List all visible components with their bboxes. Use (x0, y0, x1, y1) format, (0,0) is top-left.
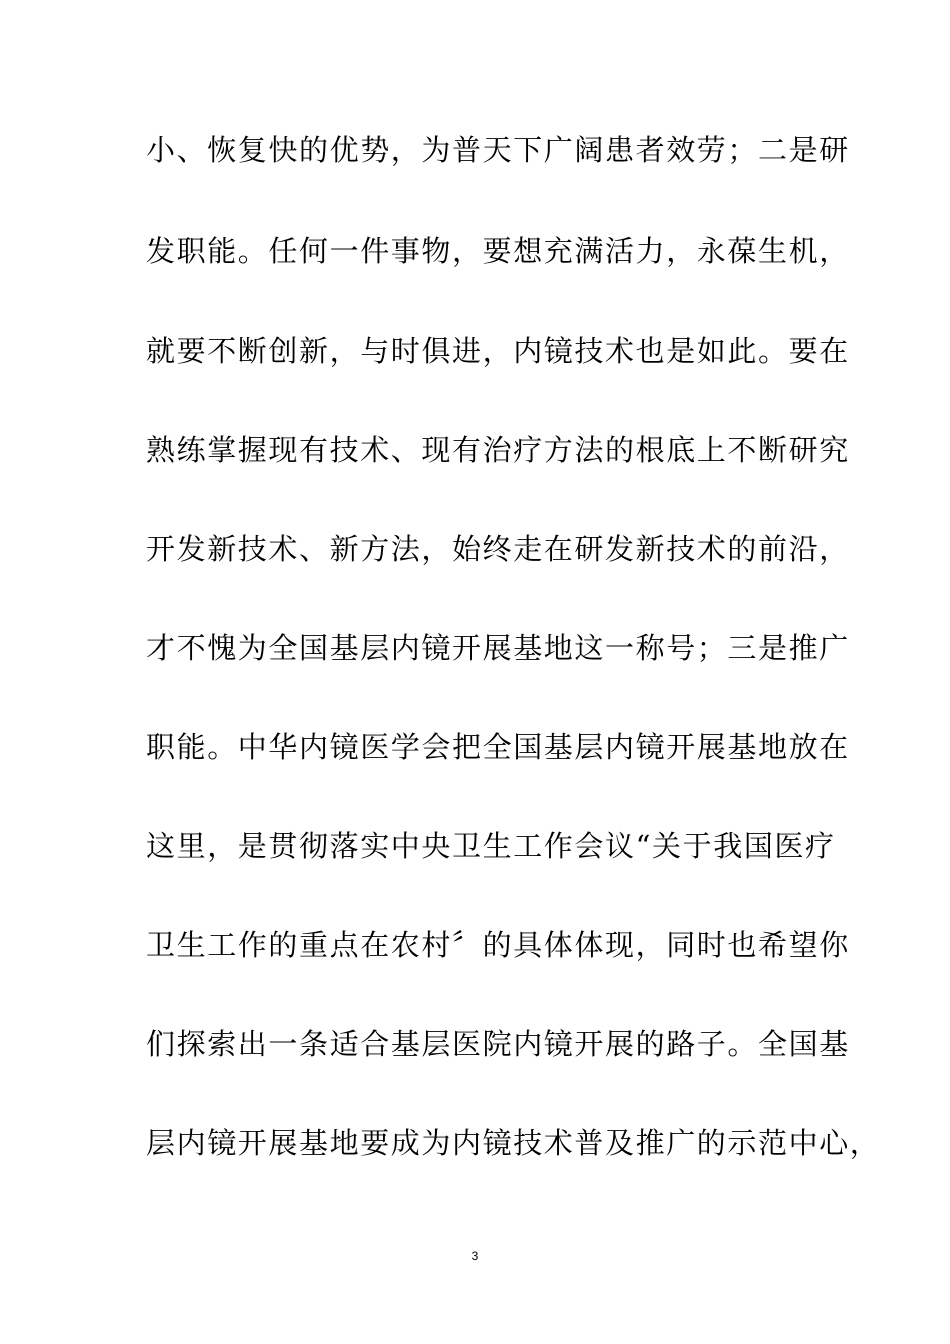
text-line-7: 职能。中华内镜医学会把全国基层内镜开展基地放在 (146, 730, 850, 764)
text-line-1: 小、恢复快的优势，为普天下广阔患者效劳；二是研 (146, 133, 850, 167)
page-number: 3 (471, 1249, 479, 1263)
text-line-3: 就要不断创新，与时俱进，内镜技术也是如此。要在 (146, 334, 850, 368)
text-line-8: 这里，是贯彻落实中央卫生工作会议“关于我国医疗 (146, 829, 836, 863)
text-line-11: 层内镜开展基地要成为内镜技术普及推广的示范中心， (146, 1126, 881, 1160)
text-line-4: 熟练掌握现有技术、现有治疗方法的根底上不断研究 (146, 433, 850, 467)
text-line-6: 才不愧为全国基层内镜开展基地这一称号；三是推广 (146, 631, 850, 665)
text-line-2: 发职能。任何一件事物，要想充满活力，永葆生机， (146, 234, 850, 268)
text-line-9: 卫生工作的重点在农村〞的具体体现，同时也希望你 (146, 928, 850, 962)
text-line-10: 们探索出一条适合基层医院内镜开展的路子。全国基 (146, 1027, 850, 1061)
text-line-5: 开发新技术、新方法，始终走在研发新技术的前沿， (146, 532, 850, 566)
